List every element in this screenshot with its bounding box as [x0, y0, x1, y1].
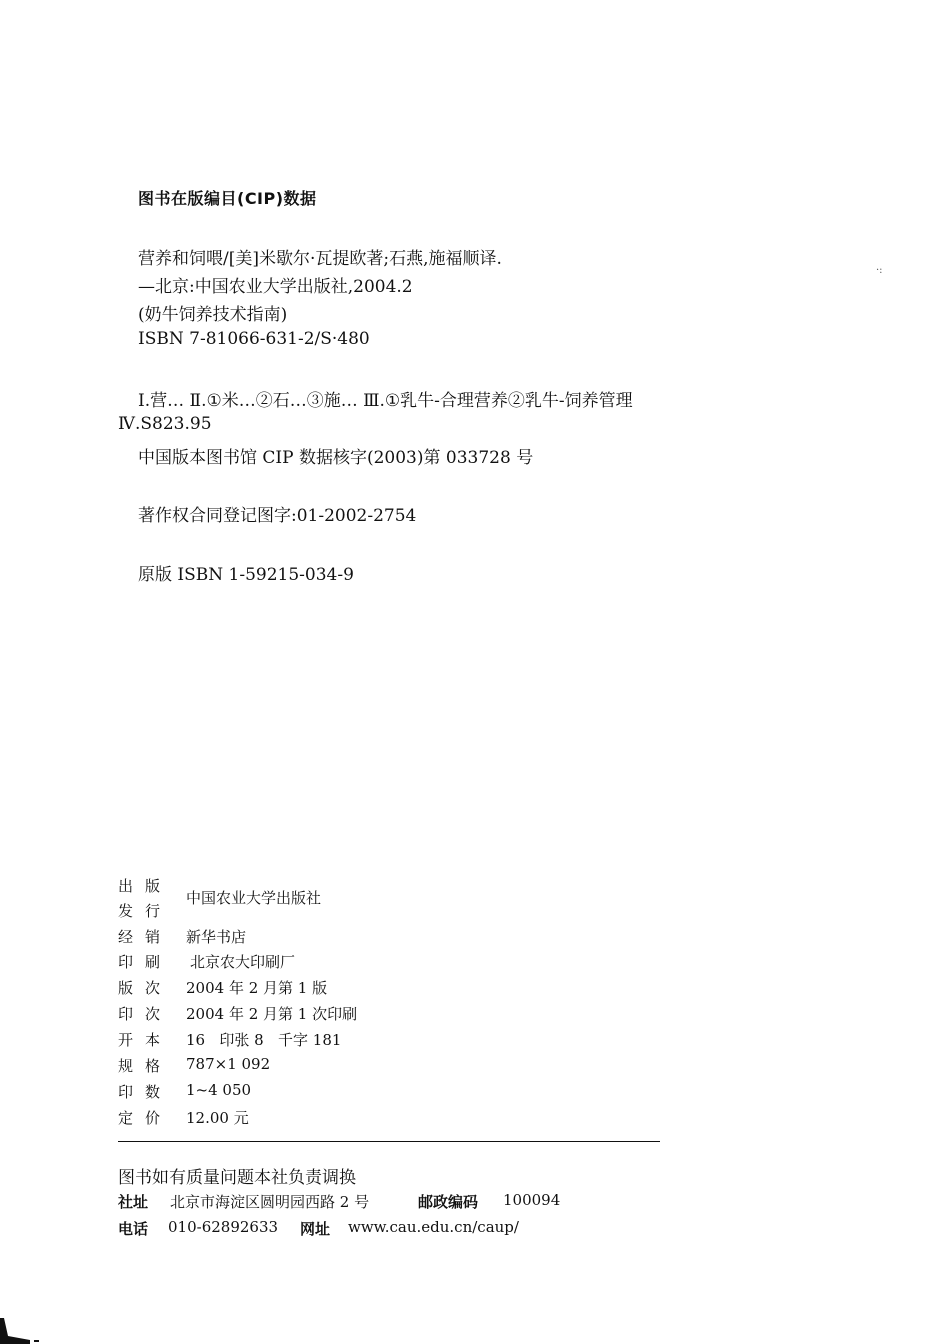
cip-subjects-line: Ⅰ.营… Ⅱ.①米…②石…③施… Ⅲ.①乳牛-合理营养②乳牛-饲养管理	[138, 391, 633, 411]
pub-row-value: 12.00 元	[186, 1109, 249, 1127]
postcode-value: 100094	[503, 1191, 561, 1209]
pub-row-value: 787×1 092	[186, 1055, 271, 1073]
pub-row-value: 1~4 050	[186, 1081, 252, 1099]
speck-mark: ·:	[876, 265, 883, 276]
web-value: www.cau.edu.cn/caup/	[348, 1218, 519, 1236]
pub-row-value: 2004 年 2 月第 1 次印刷	[186, 1005, 358, 1023]
web-label: 网址	[300, 1220, 331, 1238]
original-isbn-line: 原版 ISBN 1-59215-034-9	[138, 565, 354, 585]
copyright-registration-line: 著作权合同登记图字:01-2002-2754	[138, 506, 417, 526]
pub-row-value: 2004 年 2 月第 1 版	[186, 979, 328, 997]
pub-row-label: 开本	[118, 1031, 173, 1049]
quality-notice: 图书如有质量问题本社负责调换	[118, 1168, 356, 1188]
pub-row-label: 版次	[118, 979, 173, 997]
divider-rule	[118, 1141, 660, 1142]
cip-number-line: 中国版本图书馆 CIP 数据核字(2003)第 033728 号	[138, 448, 534, 468]
publisher-label-2: 发行	[118, 902, 173, 920]
postcode-label: 邮政编码	[418, 1193, 479, 1211]
scan-corner-mark	[0, 1318, 40, 1344]
pub-row-value: 北京农大印刷厂	[190, 953, 296, 971]
cip-heading: 图书在版编目(CIP)数据	[138, 189, 317, 208]
pub-row-label: 印数	[118, 1083, 173, 1101]
pub-row-label: 印次	[118, 1005, 173, 1023]
publisher-label-1: 出版	[118, 877, 173, 895]
cip-classification-line: Ⅳ.S823.95	[118, 414, 212, 434]
pub-row-label: 定价	[118, 1109, 173, 1127]
address-label: 社址	[118, 1193, 149, 1211]
address-value: 北京市海淀区圆明园西路 2 号	[170, 1193, 370, 1211]
phone-value: 010-62892633	[168, 1218, 279, 1236]
pub-row-value: 新华书店	[186, 928, 247, 946]
pub-row-value: 16 印张 8 千字 181	[186, 1031, 342, 1049]
cip-series-line: (奶牛饲养技术指南)	[138, 305, 288, 325]
cip-title-line: 营养和饲喂/[美]米歇尔·瓦提欧著;石燕,施福顺译.	[138, 249, 502, 269]
pub-row-label: 规格	[118, 1057, 173, 1075]
phone-label: 电话	[118, 1220, 149, 1238]
pub-row-label: 经销	[118, 928, 173, 946]
cip-publisher-line: —北京:中国农业大学出版社,2004.2	[138, 277, 413, 297]
cip-isbn-line: ISBN 7-81066-631-2/S·480	[138, 329, 370, 349]
publisher-value: 中国农业大学出版社	[186, 889, 322, 907]
pub-row-label: 印刷	[118, 953, 173, 971]
